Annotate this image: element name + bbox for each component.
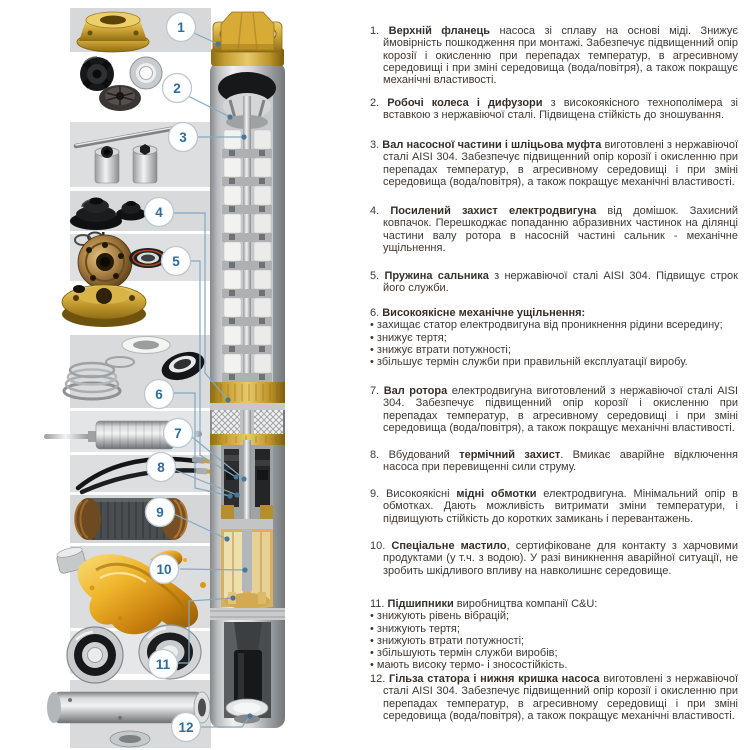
feature-item-8	[370, 449, 738, 474]
bullet-item: • знижує втрати потужності;	[370, 343, 511, 356]
feature-text: 12. Гільза статора і нижня кришка насоса виготовлені з нержавіючої сталі AISI 304. Забезпечує підвищенний опір корозії і окисленню при перепадах температур, в агресивному середовищі і при зміні середовища (вода/повітря), а також покращує механічні властивості.	[370, 673, 739, 722]
bullet-item: • збільшують термін служби виробів;	[370, 647, 558, 660]
bullet-item: • захищає статор електродвигуна від проникнення рідини всередину;	[370, 319, 723, 332]
feature-item-11	[370, 598, 738, 672]
bullet-item: • знижують втрати потужності;	[370, 634, 525, 647]
feature-text: 2. Робочі колеса і дифузори з високоякісного технополімера зі вставкою з нержавіючої сталі. Підвищена стійкість до зношування.	[370, 97, 738, 122]
feature-item-3	[370, 139, 738, 188]
callout-10	[150, 555, 179, 584]
feature-item-10	[370, 540, 738, 577]
callout-number-8: 8	[157, 460, 165, 475]
item-number: 2.	[370, 97, 388, 109]
callout-number-4: 4	[155, 205, 163, 220]
callout-number-9: 9	[156, 505, 164, 520]
feature-text: 4. Посилений захист електродвигуна від домішок. Захисний ковпачок. Перешкоджає попаданню абразивних частинок на ділянці частини валу ротора в насосній частині сальник - механічне ущільнення.	[370, 205, 738, 254]
feature-text: 11. Підшипники виробництва компанії C&U:	[370, 598, 598, 610]
item-number: 12.	[370, 673, 390, 685]
bullet-item: • знижує тертя;	[370, 331, 447, 344]
callout-7	[164, 419, 193, 448]
bullet-item: • збільшує термін служби при правильній експлуатації виробу.	[370, 356, 688, 369]
feature-item-1	[370, 25, 738, 86]
bullet-item: • знижують тертя;	[370, 622, 460, 635]
item-number: 10.	[370, 540, 392, 552]
callout-12	[172, 713, 201, 742]
pump-exploded-diagram	[0, 0, 365, 750]
feature-text: 5. Пружина сальника з нержавіючої сталі AISI 304. Підвищує строк його служби.	[370, 270, 738, 295]
callout-number-1: 1	[177, 20, 185, 35]
item-number: 3.	[370, 139, 383, 151]
feature-item-12	[370, 673, 738, 722]
item-number: 9.	[370, 488, 386, 500]
callout-6	[145, 380, 174, 409]
feature-item-6	[370, 307, 738, 368]
callout-number-12: 12	[178, 720, 194, 735]
brass-top-flange-photo	[77, 12, 149, 52]
feature-item-5	[370, 270, 738, 295]
item-number: 4.	[370, 205, 391, 217]
callout-4	[145, 198, 174, 227]
seal-support-parts-photo	[73, 50, 162, 111]
callout-1	[167, 13, 196, 42]
pump-lower-motor-section	[224, 622, 271, 724]
callout-number-7: 7	[174, 426, 182, 441]
feature-item-4	[370, 205, 738, 254]
item-number: 7.	[370, 385, 384, 397]
item-number: 11.	[370, 598, 388, 610]
callout-number-10: 10	[156, 562, 172, 577]
feature-text: 8. Вбудований термічний захист. Вмикає аварійне відключення насоса при перевищенні сили струму.	[370, 449, 739, 474]
callout-number-2: 2	[173, 81, 181, 96]
callout-number-3: 3	[179, 130, 187, 145]
pump-diagram-svg	[0, 0, 365, 750]
callout-number-5: 5	[172, 254, 180, 269]
feature-text: 7. Вал ротора електродвигуна виготовлений з нержавіючої сталі AISI 304. Забезпечує підвищенний опір корозії і окисленню при перепадах температур, в агресивному середовищі і при зміні середовища (вода/повітря), а також покращує механічні властивості.	[370, 385, 738, 434]
feature-text: 6. Високоякісне механічне ущільнення:	[370, 307, 586, 319]
callout-5	[162, 247, 191, 276]
feature-text: 1. Верхній фланець насоса зі сплаву на основі міді. Знижує ймовірність пошкодження при монтажі. Забезпечує підвищенний опір корозії і окисленню при перепадах температур, в агресивному середовищі і при зміні середовища (вода/повітря), а також покращує механічні властивості.	[370, 25, 739, 87]
feature-text: 9. Високоякісні мідні обмотки електродвигуна. Мінімальний опір в обмотках. Дають можливість витримати зміни температури, і підвищують стійкість до коротких замикань і перевантажень.	[370, 488, 738, 525]
bullet-item: • мають високу термо- і зносостійкість.	[370, 659, 568, 672]
callout-9	[146, 498, 175, 527]
callout-8	[147, 453, 176, 482]
callout-3	[169, 123, 198, 152]
feature-item-7	[370, 385, 738, 434]
bullet-item: • знижують рівень вібрацій;	[370, 610, 510, 623]
feature-text: 3. Вал насосної частини і шліцьова муфта виготовлені з нержавіючої сталі AISI 304. Забезпечує підвищенний опір корозії і окисленню при перепадах температур, в агресивному середовищі і при зміні середовища (вода/повітря), а також покращує механічні властивості.	[370, 139, 739, 188]
callout-number-6: 6	[155, 387, 163, 402]
callout-2	[163, 74, 192, 103]
feature-text: 10. Спеціальне мастило, сертифіковане для контакту з харчовими продуктами (у т.ч. з водою). У разі виникнення аварійної ситуації, не зробить шкідливого впливу на навколишнє середовище.	[370, 540, 738, 577]
item-number: 5.	[370, 270, 385, 282]
item-number: 1.	[370, 25, 389, 37]
features-list	[370, 0, 738, 750]
pump-top-flange	[211, 12, 284, 66]
callout-number-11: 11	[155, 657, 171, 672]
feature-item-9	[370, 488, 738, 525]
pump-cutaway-illustration	[210, 12, 285, 728]
pump-seal-assembly	[221, 440, 273, 520]
pump-suction-screen	[212, 410, 283, 434]
feature-item-2	[370, 97, 738, 122]
item-number: 6.	[370, 307, 383, 319]
item-number: 8.	[370, 449, 389, 461]
callout-11	[149, 650, 178, 679]
